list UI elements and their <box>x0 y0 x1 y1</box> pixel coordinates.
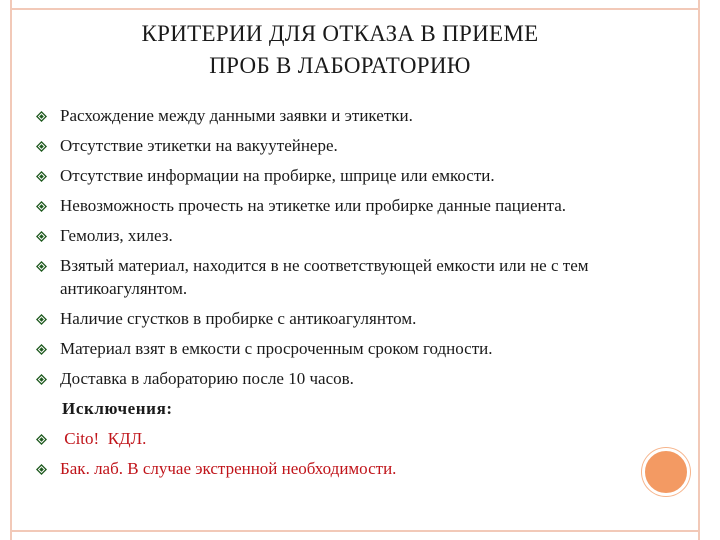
criteria-item <box>36 104 676 127</box>
exception-item <box>36 457 676 480</box>
diamond-bullet-icon <box>36 314 47 325</box>
criteria-item <box>36 224 676 247</box>
diamond-bullet-icon <box>36 374 47 385</box>
frame-left-line <box>10 0 12 540</box>
frame-bottom-line <box>10 530 700 532</box>
criteria-item-text: Гемолиз, хилез. <box>60 226 173 245</box>
decorative-circle <box>642 448 690 496</box>
diamond-bullet-icon <box>36 141 47 152</box>
criteria-item-text: Расхождение между данными заявки и этикетки. <box>60 106 413 125</box>
diamond-bullet-icon <box>36 344 47 355</box>
criteria-item <box>36 164 676 187</box>
diamond-bullet-icon <box>36 434 47 445</box>
criteria-item <box>36 307 676 330</box>
exception-item-text: Cito! КДЛ. <box>60 429 147 448</box>
frame-right-line <box>698 0 700 540</box>
diamond-bullet-icon <box>36 261 47 272</box>
criteria-item-text: Отсутствие информации на пробирке, шприце или емкости. <box>60 166 495 185</box>
criteria-item-text: Наличие сгустков в пробирке с антикоагулянтом. <box>60 309 417 328</box>
diamond-bullet-icon <box>36 464 47 475</box>
criteria-item-text: Невозможность прочесть на этикетке или пробирке данные пациента. <box>60 196 567 215</box>
criteria-item <box>36 337 676 360</box>
slide-title-line-1: КРИТЕРИИ ДЛЯ ОТКАЗА В ПРИЕМЕ <box>141 21 539 46</box>
criteria-item-text: Доставка в лабораторию после 10 часов. <box>60 369 354 388</box>
frame-top-line <box>10 8 700 10</box>
slide-title-line-2: ПРОБ В ЛАБОРАТОРИЮ <box>209 53 471 78</box>
diamond-bullet-icon <box>36 111 47 122</box>
criteria-item-text: Отсутствие этикетки на вакуутейнере. <box>60 136 338 155</box>
criteria-list <box>36 104 676 487</box>
diamond-bullet-icon <box>36 171 47 182</box>
criteria-item <box>36 254 676 300</box>
slide-title <box>60 18 620 82</box>
criteria-item <box>36 367 676 390</box>
criteria-item-text: Взятый материал, находится в не соответствующей емкости или не с тем антикоагулянтом. <box>60 256 589 298</box>
criteria-item-text: Материал взят в емкости с просроченным сроком годности. <box>60 339 493 358</box>
exception-item-text: Бак. лаб. В случае экстренной необходимости. <box>60 459 397 478</box>
criteria-item <box>36 134 676 157</box>
exceptions-heading: Исключения: <box>62 399 173 418</box>
criteria-item <box>36 194 676 217</box>
diamond-bullet-icon <box>36 201 47 212</box>
diamond-bullet-icon <box>36 231 47 242</box>
exception-item <box>36 427 676 450</box>
